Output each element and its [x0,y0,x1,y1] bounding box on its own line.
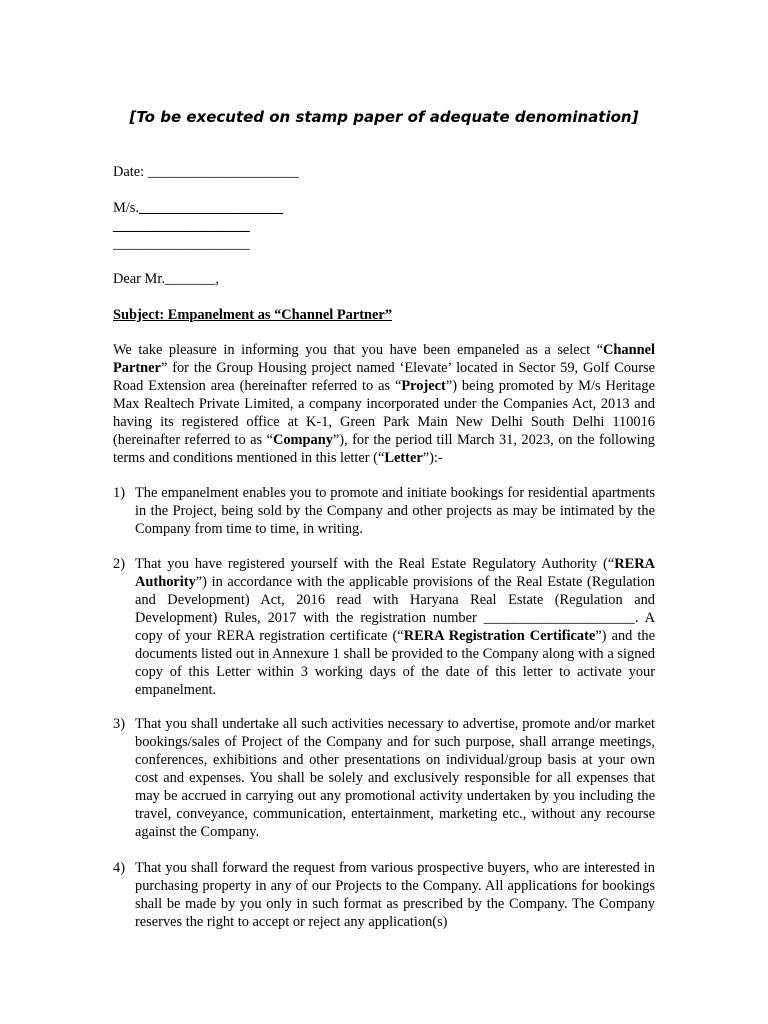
item-number: 4) [113,860,125,876]
salutation: Dear Mr._______, [113,271,219,287]
date-line: Date: _____________________ [113,164,299,180]
item-text: That you shall undertake all such activities necessary to advertise, promote and/or market bookings/sales of Project of the Company and for such purpose, shall arrange meetings, conferences, exhibitions and other presentations on individual/group basis at your own cost and expenses. You shall be solely and exclusively responsible for all expenses that may be accrued in carrying out any promotional activity undertaken by you including the travel, conveyance, communication, entertainment, marketing etc., without any recourse against the Company. [135,716,655,840]
list-item [113,859,655,931]
subject-line: Subject: Empanelment as “Channel Partner” [113,307,393,323]
list-item [113,555,655,699]
list-item [113,484,655,538]
ms-blank: ____________________ [139,200,283,216]
intro-paragraph: We take pleasure in informing you that you have been empaneled as a select “Channel Partner” for the Group Housing project named ‘Elevate’ located in Sector 59, Golf Course Road Extension area (hereinafter referred to as “Project”) being promoted by M/s Heritage Max Realtech Private Limited, a company incorporated under the Companies Act, 2013 and having its registered office at K-1, Green Park Main New Delhi South Delhi 110016 (hereinafter referred to as “Company”), for the period till March 31, 2023, on the following terms and conditions mentioned in this letter (“Letter”):- [113,342,655,466]
address-line-2: ___________________ [113,236,250,252]
addressee-ms-line [113,199,283,217]
item-text: That you have registered yourself with the Real Estate Regulatory Authority (“RERA Authority”) in accordance with the applicable provisions of the Real Estate (Regulation and Development) Act, 2016 read with Haryana Real Estate (Regulation and Development) Rules, 2017 with the registration number _____________________. A copy of your RERA registration certificate (“RERA Registration Certificate”) and the documents listed out in Annexure 1 shall be provided to the Company along with a signed copy of this Letter within 3 working days of the date of this letter to activate your empanelment. [135,556,656,698]
ms-prefix: M/s. [113,200,139,216]
stamp-paper-note: [To be executed on stamp paper of adequate denomination] [129,108,639,126]
item-text: That you shall forward the request from various prospective buyers, who are interested in purchasing property in any of our Projects to the Company. All applications for bookings shall be made by you only in such format as prescribed by the Company. The Company reserves the right to accept or reject any application(s) [135,860,655,930]
item-number: 2) [113,556,125,572]
address-line-1: ___________________ [113,218,250,234]
item-text: The empanelment enables you to promote and initiate bookings for residential apartments in the Project, being sold by the Company and other projects as may be intimated by the Company from time to time, in writing. [135,485,655,537]
item-number: 3) [113,716,125,732]
item-number: 1) [113,485,125,501]
list-item [113,715,655,841]
